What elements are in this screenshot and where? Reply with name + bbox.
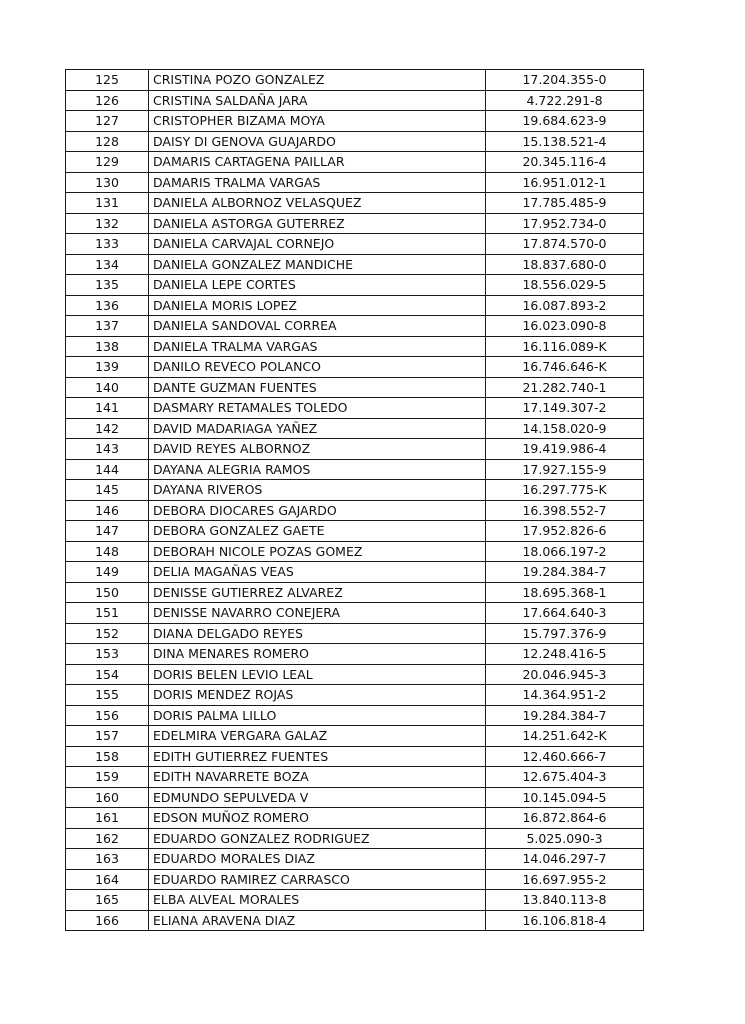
rut-cell: 12.675.404-3	[486, 767, 644, 788]
rut-cell: 19.284.384-7	[486, 562, 644, 583]
rut-cell: 18.837.680-0	[486, 254, 644, 275]
full-name-cell: DENISSE GUTIERREZ ALVAREZ	[149, 582, 486, 603]
full-name-cell: DAISY DI GENOVA GUAJARDO	[149, 131, 486, 152]
table-row	[66, 336, 644, 357]
full-name-cell: DANILO REVECO POLANCO	[149, 357, 486, 378]
rut-cell: 12.460.666-7	[486, 746, 644, 767]
table-row	[66, 193, 644, 214]
full-name-cell: DINA MENARES ROMERO	[149, 644, 486, 665]
full-name-cell: DANIELA GONZALEZ MANDICHE	[149, 254, 486, 275]
full-name-cell: DEBORAH NICOLE POZAS GOMEZ	[149, 541, 486, 562]
roster-table	[65, 69, 644, 931]
row-number-cell: 132	[66, 213, 149, 234]
row-number-cell: 143	[66, 439, 149, 460]
row-number-cell: 151	[66, 603, 149, 624]
row-number-cell: 155	[66, 685, 149, 706]
full-name-cell: CRISTINA POZO GONZALEZ	[149, 70, 486, 91]
rut-cell: 18.066.197-2	[486, 541, 644, 562]
row-number-cell: 126	[66, 90, 149, 111]
row-number-cell: 148	[66, 541, 149, 562]
table-row	[66, 685, 644, 706]
row-number-cell: 127	[66, 111, 149, 132]
table-row	[66, 131, 644, 152]
row-number-cell: 164	[66, 869, 149, 890]
row-number-cell: 142	[66, 418, 149, 439]
full-name-cell: EDELMIRA VERGARA GALAZ	[149, 726, 486, 747]
row-number-cell: 162	[66, 828, 149, 849]
row-number-cell: 157	[66, 726, 149, 747]
row-number-cell: 161	[66, 808, 149, 829]
rut-cell: 16.697.955-2	[486, 869, 644, 890]
table-row	[66, 521, 644, 542]
row-number-cell: 146	[66, 500, 149, 521]
table-row	[66, 316, 644, 337]
table-row	[66, 869, 644, 890]
full-name-cell: DAYANA ALEGRIA RAMOS	[149, 459, 486, 480]
table-row	[66, 398, 644, 419]
table-row	[66, 644, 644, 665]
rut-cell: 16.106.818-4	[486, 910, 644, 931]
full-name-cell: DORIS MENDEZ ROJAS	[149, 685, 486, 706]
table-row	[66, 213, 644, 234]
rut-cell: 16.746.646-K	[486, 357, 644, 378]
table-row	[66, 70, 644, 91]
row-number-cell: 135	[66, 275, 149, 296]
rut-cell: 19.284.384-7	[486, 705, 644, 726]
row-number-cell: 156	[66, 705, 149, 726]
full-name-cell: DAVID REYES ALBORNOZ	[149, 439, 486, 460]
table-row	[66, 500, 644, 521]
rut-cell: 17.149.307-2	[486, 398, 644, 419]
rut-cell: 16.116.089-K	[486, 336, 644, 357]
row-number-cell: 144	[66, 459, 149, 480]
table-row	[66, 828, 644, 849]
full-name-cell: DAVID MADARIAGA YAÑEZ	[149, 418, 486, 439]
full-name-cell: CRISTINA SALDAÑA JARA	[149, 90, 486, 111]
table-row	[66, 910, 644, 931]
full-name-cell: ELBA ALVEAL MORALES	[149, 890, 486, 911]
table-row	[66, 746, 644, 767]
table-row	[66, 377, 644, 398]
row-number-cell: 153	[66, 644, 149, 665]
row-number-cell: 133	[66, 234, 149, 255]
table-row	[66, 418, 644, 439]
row-number-cell: 163	[66, 849, 149, 870]
table-row	[66, 603, 644, 624]
table-row	[66, 541, 644, 562]
full-name-cell: DAYANA RIVEROS	[149, 480, 486, 501]
full-name-cell: DASMARY RETAMALES TOLEDO	[149, 398, 486, 419]
table-row	[66, 726, 644, 747]
full-name-cell: DEBORA DIOCARES GAJARDO	[149, 500, 486, 521]
full-name-cell: CRISTOPHER BIZAMA MOYA	[149, 111, 486, 132]
table-row	[66, 664, 644, 685]
full-name-cell: EDUARDO RAMIREZ CARRASCO	[149, 869, 486, 890]
row-number-cell: 137	[66, 316, 149, 337]
table-row	[66, 295, 644, 316]
table-row	[66, 439, 644, 460]
row-number-cell: 152	[66, 623, 149, 644]
rut-cell: 17.204.355-0	[486, 70, 644, 91]
full-name-cell: DEBORA GONZALEZ GAETE	[149, 521, 486, 542]
table-row	[66, 275, 644, 296]
table-row	[66, 849, 644, 870]
full-name-cell: DANIELA LEPE CORTES	[149, 275, 486, 296]
full-name-cell: DAMARIS TRALMA VARGAS	[149, 172, 486, 193]
row-number-cell: 125	[66, 70, 149, 91]
row-number-cell: 165	[66, 890, 149, 911]
full-name-cell: EDSON MUÑOZ ROMERO	[149, 808, 486, 829]
rut-cell: 10.145.094-5	[486, 787, 644, 808]
table-row	[66, 562, 644, 583]
full-name-cell: DELIA MAGAÑAS VEAS	[149, 562, 486, 583]
rut-cell: 18.695.368-1	[486, 582, 644, 603]
row-number-cell: 139	[66, 357, 149, 378]
table-row	[66, 172, 644, 193]
row-number-cell: 138	[66, 336, 149, 357]
full-name-cell: EDITH NAVARRETE BOZA	[149, 767, 486, 788]
full-name-cell: DANIELA ALBORNOZ VELASQUEZ	[149, 193, 486, 214]
rut-cell: 16.297.775-K	[486, 480, 644, 501]
row-number-cell: 136	[66, 295, 149, 316]
rut-cell: 16.951.012-1	[486, 172, 644, 193]
rut-cell: 13.840.113-8	[486, 890, 644, 911]
rut-cell: 16.872.864-6	[486, 808, 644, 829]
rut-cell: 12.248.416-5	[486, 644, 644, 665]
full-name-cell: DANIELA ASTORGA GUTERREZ	[149, 213, 486, 234]
full-name-cell: ELIANA ARAVENA DIAZ	[149, 910, 486, 931]
table-row	[66, 582, 644, 603]
row-number-cell: 158	[66, 746, 149, 767]
row-number-cell: 147	[66, 521, 149, 542]
rut-cell: 4.722.291-8	[486, 90, 644, 111]
full-name-cell: DANIELA TRALMA VARGAS	[149, 336, 486, 357]
row-number-cell: 149	[66, 562, 149, 583]
full-name-cell: DAMARIS CARTAGENA PAILLAR	[149, 152, 486, 173]
rut-cell: 18.556.029-5	[486, 275, 644, 296]
table-row	[66, 705, 644, 726]
rut-cell: 16.398.552-7	[486, 500, 644, 521]
row-number-cell: 160	[66, 787, 149, 808]
full-name-cell: DANTE GUZMAN FUENTES	[149, 377, 486, 398]
rut-cell: 20.046.945-3	[486, 664, 644, 685]
full-name-cell: EDITH GUTIERREZ FUENTES	[149, 746, 486, 767]
table-row	[66, 459, 644, 480]
row-number-cell: 154	[66, 664, 149, 685]
table-row	[66, 808, 644, 829]
full-name-cell: DORIS BELEN LEVIO LEAL	[149, 664, 486, 685]
rut-cell: 17.952.826-6	[486, 521, 644, 542]
rut-cell: 21.282.740-1	[486, 377, 644, 398]
row-number-cell: 131	[66, 193, 149, 214]
rut-cell: 15.797.376-9	[486, 623, 644, 644]
rut-cell: 19.419.986-4	[486, 439, 644, 460]
table-row	[66, 787, 644, 808]
row-number-cell: 134	[66, 254, 149, 275]
table-row	[66, 234, 644, 255]
roster-table-body	[66, 70, 644, 931]
full-name-cell: EDMUNDO SEPULVEDA V	[149, 787, 486, 808]
table-row	[66, 767, 644, 788]
full-name-cell: DENISSE NAVARRO CONEJERA	[149, 603, 486, 624]
rut-cell: 17.927.155-9	[486, 459, 644, 480]
rut-cell: 19.684.623-9	[486, 111, 644, 132]
rut-cell: 16.087.893-2	[486, 295, 644, 316]
row-number-cell: 141	[66, 398, 149, 419]
row-number-cell: 128	[66, 131, 149, 152]
row-number-cell: 159	[66, 767, 149, 788]
table-row	[66, 480, 644, 501]
row-number-cell: 166	[66, 910, 149, 931]
rut-cell: 16.023.090-8	[486, 316, 644, 337]
table-row	[66, 890, 644, 911]
rut-cell: 17.664.640-3	[486, 603, 644, 624]
rut-cell: 14.158.020-9	[486, 418, 644, 439]
full-name-cell: DANIELA CARVAJAL CORNEJO	[149, 234, 486, 255]
full-name-cell: EDUARDO GONZALEZ RODRIGUEZ	[149, 828, 486, 849]
table-row	[66, 254, 644, 275]
rut-cell: 20.345.116-4	[486, 152, 644, 173]
rut-cell: 17.874.570-0	[486, 234, 644, 255]
rut-cell: 14.364.951-2	[486, 685, 644, 706]
row-number-cell: 145	[66, 480, 149, 501]
row-number-cell: 150	[66, 582, 149, 603]
table-row	[66, 623, 644, 644]
row-number-cell: 140	[66, 377, 149, 398]
rut-cell: 15.138.521-4	[486, 131, 644, 152]
table-row	[66, 357, 644, 378]
row-number-cell: 130	[66, 172, 149, 193]
full-name-cell: DIANA DELGADO REYES	[149, 623, 486, 644]
rut-cell: 14.046.297-7	[486, 849, 644, 870]
table-row	[66, 152, 644, 173]
rut-cell: 17.785.485-9	[486, 193, 644, 214]
rut-cell: 14.251.642-K	[486, 726, 644, 747]
rut-cell: 17.952.734-0	[486, 213, 644, 234]
full-name-cell: EDUARDO MORALES DIAZ	[149, 849, 486, 870]
table-row	[66, 111, 644, 132]
rut-cell: 5.025.090-3	[486, 828, 644, 849]
full-name-cell: DANIELA SANDOVAL CORREA	[149, 316, 486, 337]
row-number-cell: 129	[66, 152, 149, 173]
full-name-cell: DANIELA MORIS LOPEZ	[149, 295, 486, 316]
full-name-cell: DORIS PALMA LILLO	[149, 705, 486, 726]
table-row	[66, 90, 644, 111]
